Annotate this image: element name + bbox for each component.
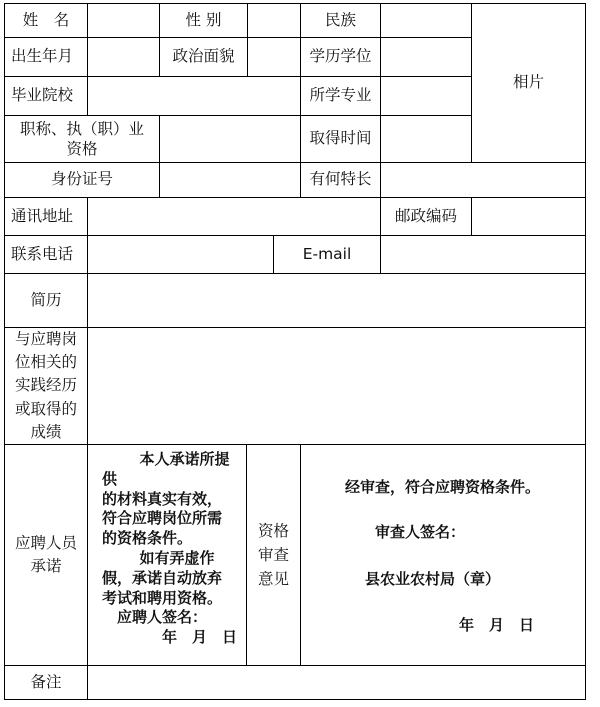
remarks-field[interactable] — [87, 665, 586, 700]
experience-label — [4, 327, 88, 445]
review-label-line: 审查 — [257, 545, 289, 564]
review-date: 年 月 日 — [459, 616, 535, 634]
pledge-line: 符合应聘岗位所需 — [102, 509, 223, 528]
specialty-label: 有何特长 — [300, 162, 381, 198]
applicant-signature-label: 应聘人签名： — [117, 608, 208, 627]
ethnicity-field[interactable] — [380, 3, 472, 38]
postcode-label: 邮政编码 — [380, 197, 472, 236]
pledge-line: 的资格条件。 — [102, 529, 193, 548]
email-label: E-mail — [273, 235, 381, 274]
pledge-date: 年 月 日 — [162, 628, 238, 647]
review-label-line: 资格 — [257, 521, 289, 540]
degree-field[interactable] — [380, 37, 472, 77]
review-conclusion: 经审查，符合应聘资格条件。 — [345, 478, 541, 496]
pledge-line: 如有弄虚作 — [139, 548, 215, 567]
pledge-line: 的材料真实有效， — [102, 489, 223, 508]
id-field[interactable] — [159, 162, 301, 198]
reviewer-signature-label: 审查人签名： — [375, 523, 466, 541]
gender-field[interactable] — [247, 3, 301, 38]
application-form — [4, 3, 586, 700]
degree-label: 学历学位 — [300, 37, 381, 77]
specialty-field[interactable] — [380, 162, 586, 198]
review-label — [246, 444, 301, 666]
name-field[interactable] — [87, 3, 160, 38]
pledge-line: 本人承诺所提供 — [102, 450, 230, 488]
phone-field[interactable] — [87, 235, 274, 274]
phone-label: 联系电话 — [4, 235, 88, 274]
gender-label: 性 别 — [159, 3, 248, 38]
title-label — [4, 115, 160, 163]
experience-field[interactable] — [87, 327, 586, 445]
address-label: 通讯地址 — [4, 197, 88, 236]
review-label-line: 意见 — [257, 570, 289, 588]
review-text — [300, 444, 586, 666]
major-field[interactable] — [380, 76, 472, 116]
experience-label-line: 位相关的 — [14, 353, 77, 372]
birth-label: 出生年月 — [4, 37, 88, 77]
email-field[interactable] — [380, 235, 586, 274]
experience-label-line: 实践经历 — [14, 376, 77, 395]
pledge-label-line1: 应聘人员 — [14, 533, 77, 552]
obtain-time-field[interactable] — [380, 115, 472, 163]
pledge-line: 考试和聘用资格。 — [102, 588, 223, 607]
school-field[interactable] — [87, 76, 301, 116]
political-label: 政治面貌 — [159, 37, 248, 77]
id-label: 身份证号 — [4, 162, 160, 198]
birth-field[interactable] — [87, 37, 160, 77]
review-bureau-seal: 县农业农村局（章） — [365, 570, 501, 588]
pledge-line: 假，承诺自动放弃 — [102, 568, 223, 587]
remarks-label: 备注 — [4, 665, 88, 700]
ethnicity-label: 民族 — [300, 3, 381, 38]
pledge-label-line2: 承诺 — [30, 557, 62, 575]
political-field[interactable] — [247, 37, 301, 77]
title-label-line2: 资格 — [66, 140, 98, 158]
experience-label-line: 或取得的 — [14, 399, 77, 418]
school-label: 毕业院校 — [4, 76, 88, 116]
obtain-time-label: 取得时间 — [300, 115, 381, 163]
pledge-label — [4, 444, 88, 666]
photo-box[interactable]: 相片 — [471, 3, 586, 163]
pledge-text — [87, 444, 247, 666]
name-label: 姓 名 — [4, 3, 88, 38]
title-label-line1: 职称、执（职）业 — [19, 119, 144, 138]
address-field[interactable] — [87, 197, 381, 236]
experience-label-line: 与应聘岗 — [14, 329, 77, 348]
major-label: 所学专业 — [300, 76, 381, 116]
title-field[interactable] — [159, 115, 301, 163]
resume-label: 简历 — [4, 273, 88, 328]
resume-field[interactable] — [87, 273, 586, 328]
experience-label-line: 成绩 — [30, 422, 62, 441]
postcode-field[interactable] — [471, 197, 586, 236]
